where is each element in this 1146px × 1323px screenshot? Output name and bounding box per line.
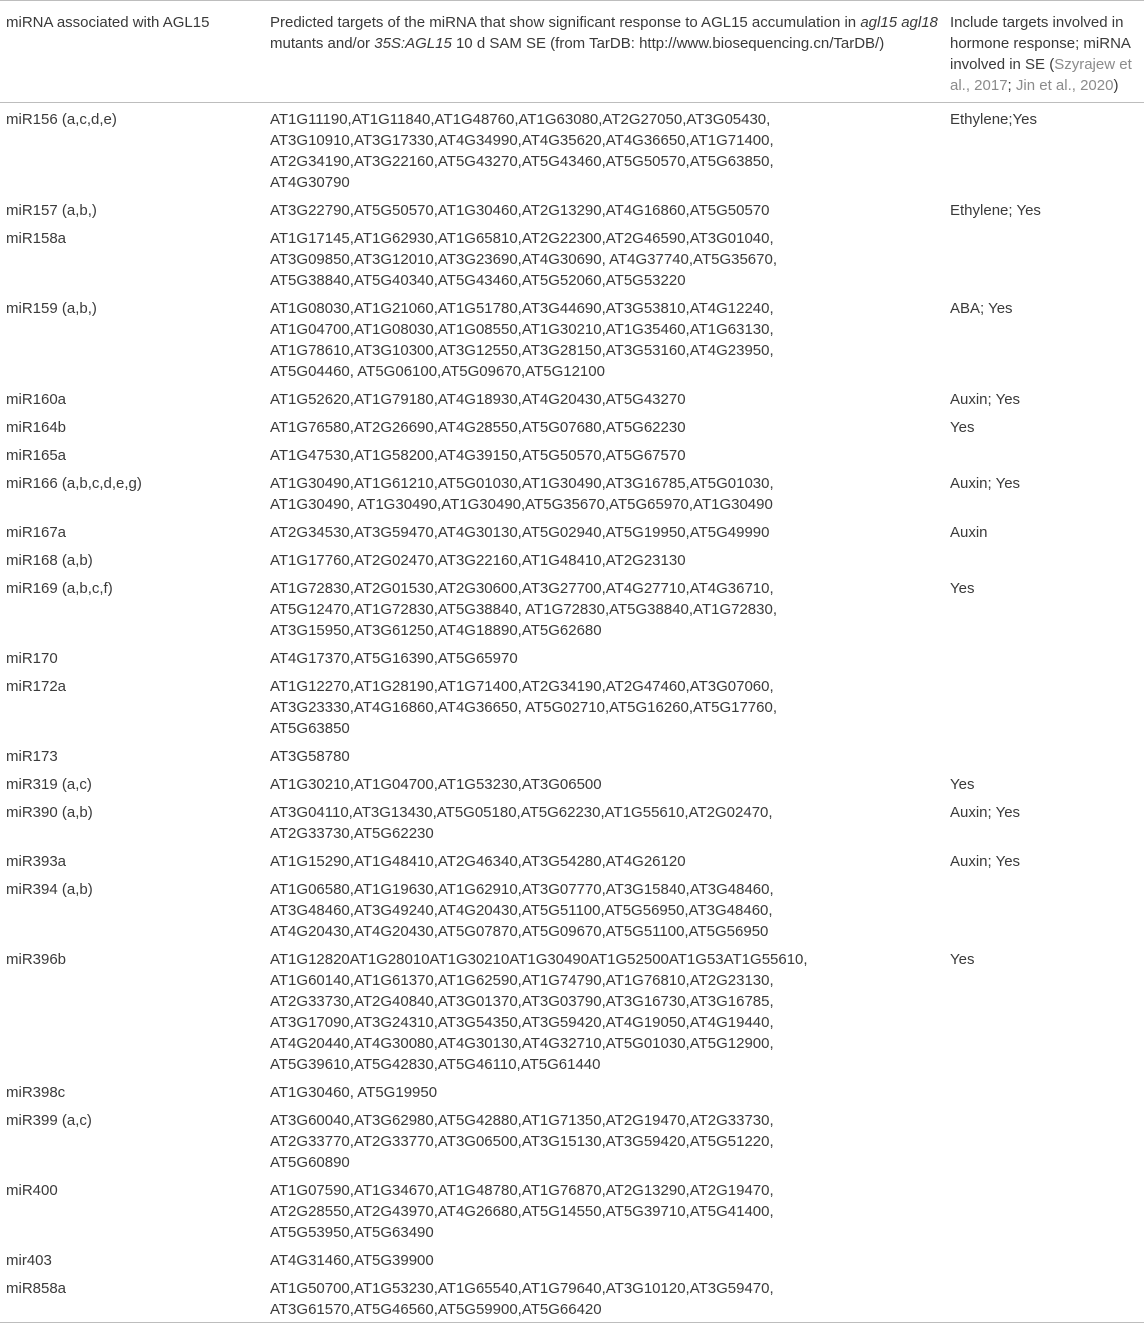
hormone-cell bbox=[944, 742, 1144, 770]
targets-cell: AT1G15290,AT1G48410,AT2G46340,AT3G54280,AT4G26120 bbox=[270, 853, 686, 870]
citation-link[interactable]: Jin et al., 2020 bbox=[1015, 77, 1114, 94]
hormone-cell: Yes bbox=[950, 951, 975, 968]
targets-cell: AT1G30460, AT5G19950 bbox=[270, 1084, 438, 1101]
table-row bbox=[0, 385, 1144, 413]
table-row bbox=[0, 798, 1144, 847]
targets-cell: AT1G52620,AT1G79180,AT4G18930,AT4G20430,AT5G43270 bbox=[270, 391, 686, 408]
hormone-cell: Auxin; Yes bbox=[950, 804, 1021, 821]
mirna-cell: miR396b bbox=[6, 951, 67, 968]
targets-cell: AT1G72830,AT2G01530,AT2G30600,AT3G27700,AT4G27710,AT4G36710, AT5G12470,AT1G72830,AT5G38840, AT1G72830,AT5G38840,AT1G72830, AT3G15950,AT3G61250,AT4G18890,AT5G62680 bbox=[270, 580, 777, 639]
hormone-cell: Auxin; Yes bbox=[950, 475, 1021, 492]
mirna-cell: miR400 bbox=[6, 1182, 58, 1199]
targets-cell: AT1G08030,AT1G21060,AT1G51780,AT3G44690,AT3G53810,AT4G12240, AT1G04700,AT1G08030,AT1G08550,AT1G30210,AT1G35460,AT1G63130, AT1G78610,AT3G10300,AT3G12550,AT3G28150,AT3G53160,AT4G23950, AT5G04460, AT5G06100,AT5G09670,AT5G12100 bbox=[270, 300, 774, 380]
targets-cell: AT1G30490,AT1G61210,AT5G01030,AT1G30490,AT3G16785,AT5G01030, AT1G30490, AT1G30490,AT1G30490,AT5G35670,AT5G65970,AT1G30490 bbox=[270, 475, 774, 513]
table-row bbox=[0, 1246, 1144, 1274]
hormone-cell bbox=[944, 875, 1144, 945]
table-row bbox=[0, 847, 1144, 875]
mirna-cell: miR160a bbox=[6, 391, 67, 408]
table-body bbox=[0, 103, 1144, 1323]
header-targets: Predicted targets of the miRNA that show significant response to AGL15 accumulation in agl15 agl18 mutants and/or 35S:AGL15 10 d SAM SE (from TarDB: http://www.biosequencing.cn/TarDB/) bbox=[264, 1, 944, 103]
hormone-cell: Ethylene;Yes bbox=[950, 111, 1038, 128]
hormone-cell bbox=[944, 1274, 1144, 1323]
targets-cell: AT4G17370,AT5G16390,AT5G65970 bbox=[270, 650, 518, 667]
header-mirna: miRNA associated with AGL15 bbox=[0, 1, 264, 103]
table-row bbox=[0, 742, 1144, 770]
hormone-cell: Auxin; Yes bbox=[950, 853, 1021, 870]
targets-cell: AT3G04110,AT3G13430,AT5G05180,AT5G62230,AT1G55610,AT2G02470, AT2G33730,AT5G62230 bbox=[270, 804, 773, 842]
targets-cell: AT3G22790,AT5G50570,AT1G30460,AT2G13290,AT4G16860,AT5G50570 bbox=[270, 202, 770, 219]
mirna-cell: miR159 (a,b,) bbox=[6, 300, 97, 317]
table-row bbox=[0, 875, 1144, 945]
table-row bbox=[0, 224, 1144, 294]
targets-cell: AT1G50700,AT1G53230,AT1G65540,AT1G79640,AT3G10120,AT3G59470, AT3G61570,AT5G46560,AT5G59900,AT5G66420 bbox=[264, 1274, 944, 1323]
mirna-cell: miR166 (a,b,c,d,e,g) bbox=[6, 475, 142, 492]
mirna-cell: miR158a bbox=[6, 230, 67, 247]
hormone-cell bbox=[944, 1078, 1144, 1106]
targets-cell: AT4G31460,AT5G39900 bbox=[270, 1252, 434, 1269]
table-row bbox=[0, 103, 1144, 197]
table-row bbox=[0, 672, 1144, 742]
hormone-cell bbox=[944, 1246, 1144, 1274]
mirna-cell: miR398c bbox=[6, 1084, 66, 1101]
mirna-cell: miR394 (a,b) bbox=[6, 881, 93, 898]
mirna-cell: miR390 (a,b) bbox=[6, 804, 93, 821]
mirna-cell: miR393a bbox=[6, 853, 67, 870]
table-row bbox=[0, 945, 1144, 1078]
mirna-cell: miR168 (a,b) bbox=[6, 552, 93, 569]
targets-cell: AT1G06580,AT1G19630,AT1G62910,AT3G07770,AT3G15840,AT3G48460, AT3G48460,AT3G49240,AT4G20430,AT5G51100,AT5G56950,AT3G48460, AT4G20430,AT4G20430,AT5G07870,AT5G09670,AT5G51100,AT5G56950 bbox=[270, 881, 774, 940]
targets-cell: AT1G17760,AT2G02470,AT3G22160,AT1G48410,AT2G23130 bbox=[270, 552, 686, 569]
mirna-cell: miR169 (a,b,c,f) bbox=[6, 580, 113, 597]
table-row bbox=[0, 469, 1144, 518]
mirna-cell: miR164b bbox=[6, 419, 67, 436]
mirna-cell: miR167a bbox=[6, 524, 67, 541]
mirna-cell: miR170 bbox=[6, 650, 58, 667]
hormone-cell: Yes bbox=[950, 419, 975, 436]
header-hormone-response: Include targets involved in hormone response; miRNA involved in SE (Szyrajew et al., 2017; Jin et al., 2020) bbox=[944, 1, 1144, 103]
hormone-cell: Yes bbox=[950, 580, 975, 597]
table-row bbox=[0, 196, 1144, 224]
table-row bbox=[0, 1106, 1144, 1176]
targets-cell: AT1G07590,AT1G34670,AT1G48780,AT1G76870,AT2G13290,AT2G19470, AT2G28550,AT2G43970,AT4G26680,AT5G14550,AT5G39710,AT5G41400, AT5G53950,AT5G63490 bbox=[270, 1182, 774, 1241]
hormone-cell: Auxin bbox=[950, 524, 988, 541]
table-header bbox=[0, 1, 1144, 103]
hormone-cell bbox=[944, 1106, 1144, 1176]
mirna-cell: miR399 (a,c) bbox=[6, 1112, 92, 1129]
targets-cell: AT3G58780 bbox=[270, 748, 350, 765]
table-row bbox=[0, 518, 1144, 546]
hormone-cell bbox=[944, 1176, 1144, 1246]
table-row bbox=[0, 770, 1144, 798]
table-row bbox=[0, 546, 1144, 574]
targets-cell: AT3G60040,AT3G62980,AT5G42880,AT1G71350,AT2G19470,AT2G33730, AT2G33770,AT2G33770,AT3G06500,AT3G15130,AT3G59420,AT5G51220, AT5G60890 bbox=[270, 1112, 774, 1171]
hormone-cell bbox=[944, 672, 1144, 742]
mirna-cell: miR319 (a,c) bbox=[6, 776, 92, 793]
table-row bbox=[0, 1078, 1144, 1106]
hormone-cell bbox=[944, 644, 1144, 672]
header-row bbox=[0, 1, 1144, 103]
targets-cell: AT2G34530,AT3G59470,AT4G30130,AT5G02940,AT5G19950,AT5G49990 bbox=[270, 524, 770, 541]
targets-cell: AT1G76580,AT2G26690,AT4G28550,AT5G07680,AT5G62230 bbox=[270, 419, 686, 436]
mirna-cell: miR173 bbox=[6, 748, 58, 765]
table-row bbox=[0, 644, 1144, 672]
table-row bbox=[0, 1176, 1144, 1246]
mirna-cell: miR156 (a,c,d,e) bbox=[6, 111, 117, 128]
mirna-cell: miR157 (a,b,) bbox=[6, 202, 97, 219]
table-row bbox=[0, 294, 1144, 385]
targets-cell: AT1G17145,AT1G62930,AT1G65810,AT2G22300,AT2G46590,AT3G01040, AT3G09850,AT3G12010,AT3G23690,AT4G30690, AT4G37740,AT5G35670, AT5G38840,AT5G40340,AT5G43460,AT5G52060,AT5G53220 bbox=[270, 230, 777, 289]
targets-cell: AT1G30210,AT1G04700,AT1G53230,AT3G06500 bbox=[270, 776, 602, 793]
table-row bbox=[0, 413, 1144, 441]
table-row bbox=[0, 441, 1144, 469]
table-row bbox=[0, 574, 1144, 644]
hormone-cell: ABA; Yes bbox=[950, 300, 1013, 317]
citation-link[interactable]: Szyrajew et al., 2017 bbox=[950, 56, 1132, 94]
targets-cell: AT1G47530,AT1G58200,AT4G39150,AT5G50570,AT5G67570 bbox=[270, 447, 686, 464]
hormone-cell: Ethylene; Yes bbox=[950, 202, 1041, 219]
targets-cell: AT1G11190,AT1G11840,AT1G48760,AT1G63080,AT2G27050,AT3G05430, AT3G10910,AT3G17330,AT4G34990,AT4G35620,AT4G36650,AT1G71400, AT2G34190,AT3G22160,AT5G43270,AT5G43460,AT5G50570,AT5G63850, AT4G30790 bbox=[270, 111, 774, 191]
hormone-cell bbox=[944, 441, 1144, 469]
hormone-cell: Auxin; Yes bbox=[950, 391, 1021, 408]
hormone-cell bbox=[944, 546, 1144, 574]
mirna-cell: miR858a bbox=[0, 1274, 264, 1323]
hormone-cell bbox=[944, 224, 1144, 294]
targets-cell: AT1G12820AT1G28010AT1G30210AT1G30490AT1G52500AT1G53AT1G55610, AT1G60140,AT1G61370,AT1G62590,AT1G74790,AT1G76810,AT2G23130, AT2G33730,AT2G40840,AT3G01370,AT3G03790,AT3G16730,AT3G16785, AT3G17090,AT3G24310,AT3G54350,AT3G59420,AT4G19050,AT4G19440, AT4G20440,AT4G30080,AT4G30130,AT4G32710,AT5G01030,AT5G12900, AT5G39610,AT5G42830,AT5G46110,AT5G61440 bbox=[270, 951, 808, 1073]
mirna-cell: miR165a bbox=[6, 447, 67, 464]
table-row bbox=[0, 1274, 1144, 1323]
mirna-cell: mir403 bbox=[6, 1252, 52, 1269]
targets-cell: AT1G12270,AT1G28190,AT1G71400,AT2G34190,AT2G47460,AT3G07060, AT3G23330,AT4G16860,AT4G36650, AT5G02710,AT5G16260,AT5G17760, AT5G63850 bbox=[270, 678, 777, 737]
mirna-cell: miR172a bbox=[6, 678, 67, 695]
hormone-cell: Yes bbox=[950, 776, 975, 793]
